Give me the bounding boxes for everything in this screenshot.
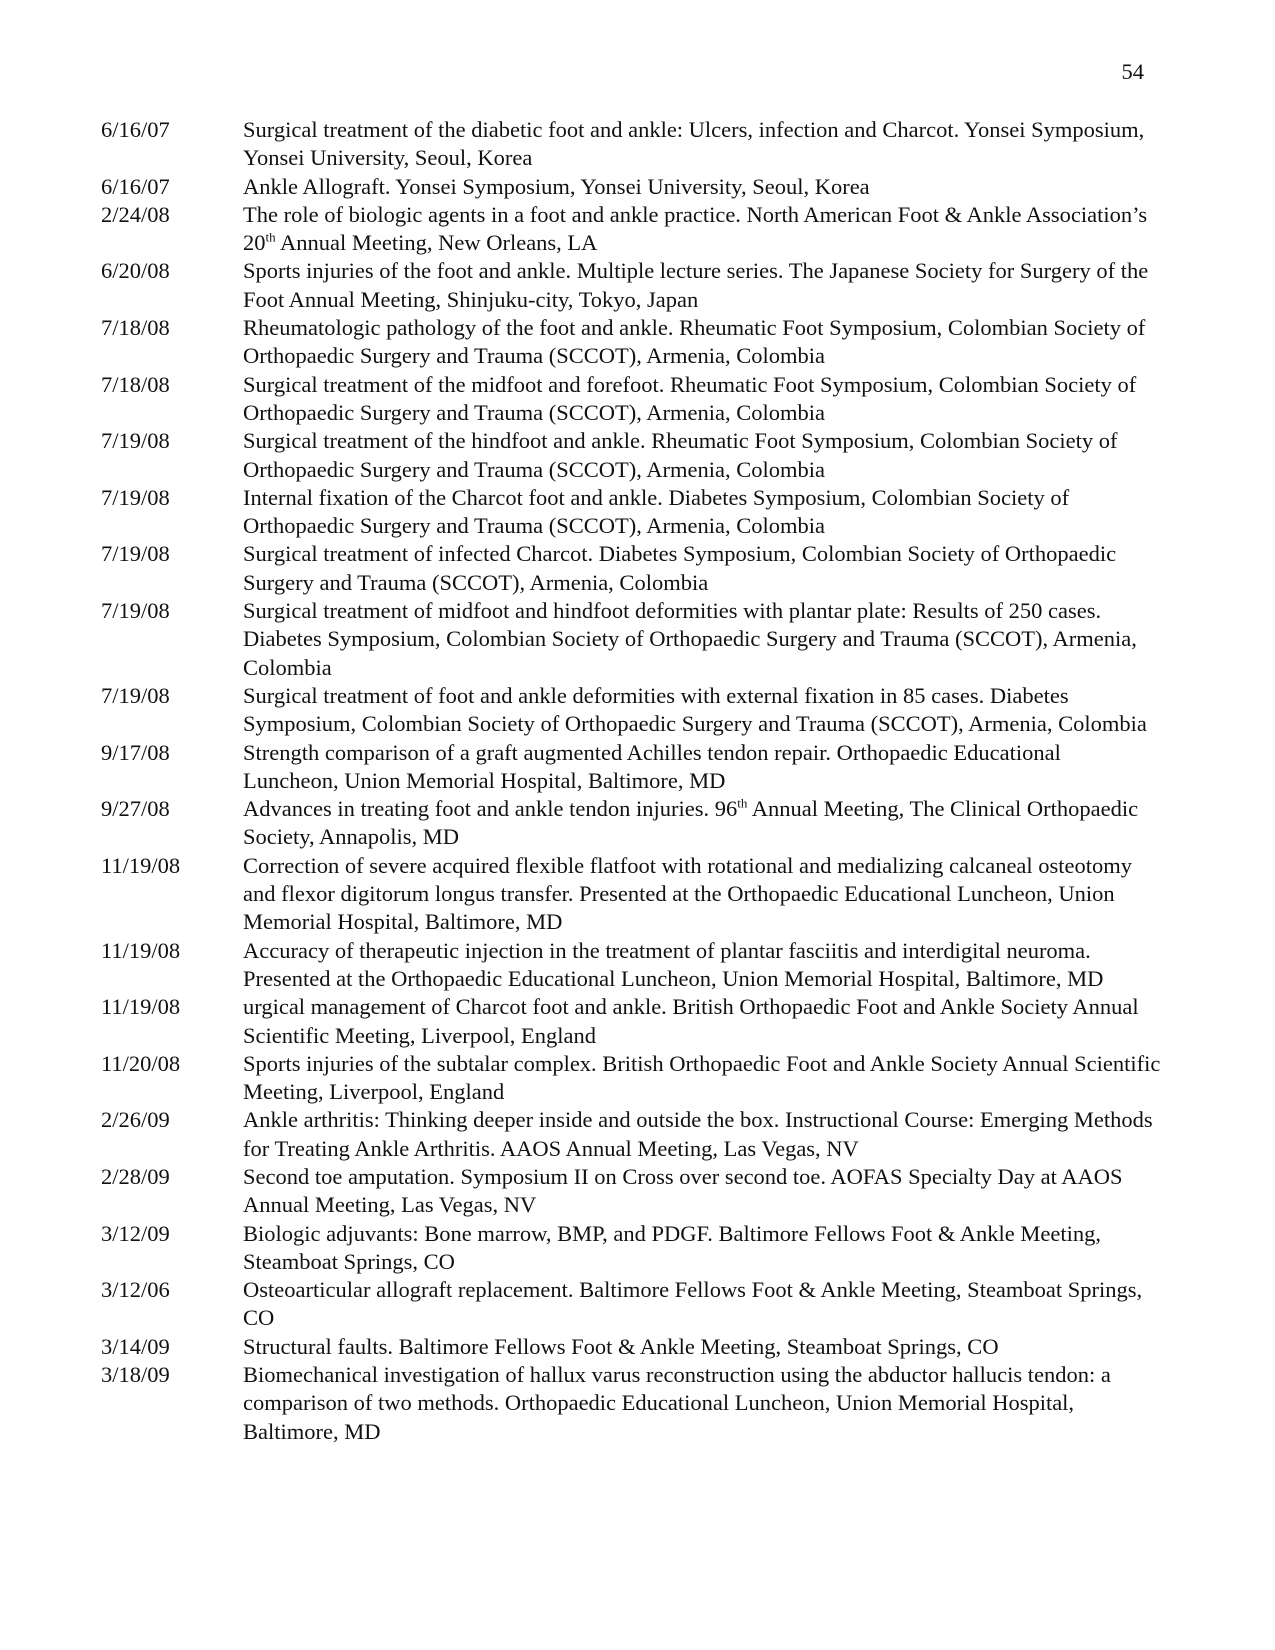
entry-text: Surgical treatment of the diabetic foot and ankle: Ulcers, infection and Charcot. Yonsei Symposium, Yonsei University, Seoul, Korea — [243, 117, 1145, 171]
entry-date: 9/17/08 — [101, 739, 170, 765]
entry-date: 11/19/08 — [101, 937, 181, 963]
entry-text-part: The role of biologic agents in a foot and ankle practice. North American Foot & Ankle Association’s 20 — [243, 201, 1148, 256]
entry-date: 3/14/09 — [101, 1333, 170, 1359]
entry-text: Internal fixation of the Charcot foot and ankle. Diabetes Symposium, Colombian Society of Orthopaedic Surgery and Trauma (SCCOT), Armenia, Colombia — [243, 484, 1070, 539]
list-item — [101, 597, 1161, 682]
list-item — [101, 993, 1161, 1050]
entry-date: 7/19/08 — [101, 484, 170, 510]
entry-text: Biomechanical investigation of hallux varus reconstruction using the abductor hallucis tendon: a comparison of two methods. Orthopaedic Educational Luncheon, Union Memorial Hospital, Baltimore, MD — [243, 1362, 1111, 1444]
entry-text: Sports injuries of the subtalar complex. British Orthopaedic Foot and Ankle Society Annual Scientific Meeting, Liverpool, England — [243, 1050, 1161, 1105]
list-item — [101, 484, 1161, 541]
entry-date: 3/12/09 — [101, 1220, 170, 1246]
entry-text: Surgical treatment of infected Charcot. Diabetes Symposium, Colombian Society of Orthopaedic Surgery and Trauma (SCCOT), Armenia, Colombia — [243, 541, 1117, 595]
list-item — [101, 314, 1161, 371]
list-item — [101, 201, 1161, 258]
entry-text: Osteoarticular allograft replacement. Baltimore Fellows Foot & Ankle Meeting, Steamboat Springs, CO — [243, 1277, 1143, 1331]
list-item — [101, 173, 1161, 201]
entry-date: 7/19/08 — [101, 598, 170, 624]
entry-text: Correction of severe acquired flexible flatfoot with rotational and medializing calcaneal osteotomy and flexor digitorum longus transfer. Presented at the Orthopaedic Educational Luncheon, Union Memorial Hospital, Baltimore, MD — [243, 852, 1133, 935]
entry-date: 7/18/08 — [101, 315, 170, 341]
entry-date: 3/12/06 — [101, 1277, 170, 1303]
list-item — [101, 1333, 1161, 1361]
entry-date: 6/16/07 — [101, 173, 170, 199]
list-item — [101, 427, 1161, 484]
list-item — [101, 852, 1161, 937]
entry-text: Biologic adjuvants: Bone marrow, BMP, and PDGF. Baltimore Fellows Foot & Ankle Meeting, Steamboat Springs, CO — [243, 1220, 1101, 1274]
entry-date: 3/18/09 — [101, 1362, 170, 1388]
entry-date: 7/19/08 — [101, 682, 170, 708]
entry-date: 2/26/09 — [101, 1107, 170, 1133]
entry-text: Surgical treatment of foot and ankle deformities with external fixation in 85 cases. Diabetes Symposium, Colombian Society of Orthopaedic Surgery and Trauma (SCCOT), Armenia, Colombia — [243, 682, 1147, 737]
list-item — [101, 1220, 1161, 1277]
entry-date: 11/20/08 — [101, 1050, 181, 1076]
entry-text: urgical management of Charcot foot and ankle. British Orthopaedic Foot and Ankle Society Annual Scientific Meeting, Liverpool, England — [243, 994, 1139, 1048]
entry-date: 7/19/08 — [101, 541, 170, 567]
list-item — [101, 257, 1161, 314]
entry-text: Strength comparison of a graft augmented Achilles tendon repair. Orthopaedic Educational Luncheon, Union Memorial Hospital, Baltimore, MD — [243, 739, 1061, 793]
entry-date: 2/24/08 — [101, 201, 170, 227]
entry-text: Sports injuries of the foot and ankle. Multiple lecture series. The Japanese Society for Surgery of the Foot Annual Meeting, Shinjuku-city, Tokyo, Japan — [243, 258, 1149, 312]
entry-date: 7/19/08 — [101, 428, 170, 454]
entry-text: Second toe amputation. Symposium II on Cross over second toe. AOFAS Specialty Day at AAOS Annual Meeting, Las Vegas, NV — [243, 1163, 1123, 1218]
entry-date: 2/28/09 — [101, 1163, 170, 1189]
list-item — [101, 116, 1161, 173]
entry-date: 11/19/08 — [101, 852, 181, 878]
list-item — [101, 1106, 1161, 1163]
entry-text — [243, 795, 1161, 852]
presentation-list — [101, 116, 1161, 1446]
entry-date: 7/18/08 — [101, 371, 170, 397]
entry-date: 6/16/07 — [101, 117, 170, 142]
list-item — [101, 371, 1161, 428]
entry-text-part: Advances in treating foot and ankle tendon injuries. 96 — [243, 796, 738, 822]
entry-text — [243, 201, 1161, 258]
entry-text: Rheumatologic pathology of the foot and ankle. Rheumatic Foot Symposium, Colombian Society of Orthopaedic Surgery and Trauma (SCCOT), Armenia, Colombia — [243, 315, 1146, 369]
list-item — [101, 682, 1161, 739]
list-item — [101, 937, 1161, 994]
list-item — [101, 1163, 1161, 1220]
ordinal-suffix: th — [265, 229, 276, 245]
list-item — [101, 540, 1161, 597]
entry-text: Structural faults. Baltimore Fellows Foot & Ankle Meeting, Steamboat Springs, CO — [243, 1333, 999, 1359]
entry-date: 11/19/08 — [101, 994, 181, 1020]
entry-date: 6/20/08 — [101, 258, 170, 284]
entry-text: Surgical treatment of the midfoot and forefoot. Rheumatic Foot Symposium, Colombian Society of Orthopaedic Surgery and Trauma (SCCOT), Armenia, Colombia — [243, 371, 1137, 425]
entry-text: Surgical treatment of the hindfoot and ankle. Rheumatic Foot Symposium, Colombian Society of Orthopaedic Surgery and Trauma (SCCOT), Armenia, Colombia — [243, 428, 1118, 482]
list-item — [101, 1050, 1161, 1107]
entry-text: Ankle Allograft. Yonsei Symposium, Yonsei University, Seoul, Korea — [243, 173, 870, 199]
entry-text: Ankle arthritis: Thinking deeper inside and outside the box. Instructional Course: Emerging Methods for Treating Ankle Arthritis. AAOS Annual Meeting, Las Vegas, NV — [243, 1107, 1153, 1161]
entry-date: 9/27/08 — [101, 796, 170, 822]
list-item — [101, 795, 1161, 852]
list-item — [101, 1361, 1161, 1446]
list-item — [101, 739, 1161, 796]
list-item — [101, 1276, 1161, 1333]
ordinal-suffix: th — [737, 795, 748, 811]
entry-text: Accuracy of therapeutic injection in the treatment of plantar fasciitis and interdigital neuroma. Presented at the Orthopaedic Educational Luncheon, Union Memorial Hospital, Baltimore, MD — [243, 937, 1104, 991]
page-number: 54 — [1121, 59, 1144, 84]
entry-text: Surgical treatment of midfoot and hindfoot deformities with plantar plate: Results of 250 cases. Diabetes Symposium, Colombian Society of Orthopaedic Surgery and Trauma (SCCOT), Armenia, Colombia — [243, 598, 1137, 680]
entry-text-part: Annual Meeting, New Orleans, LA — [275, 230, 598, 256]
entry-text-part: Annual Meeting, The Clinical Orthopaedic Society, Annapolis, MD — [243, 796, 1139, 850]
